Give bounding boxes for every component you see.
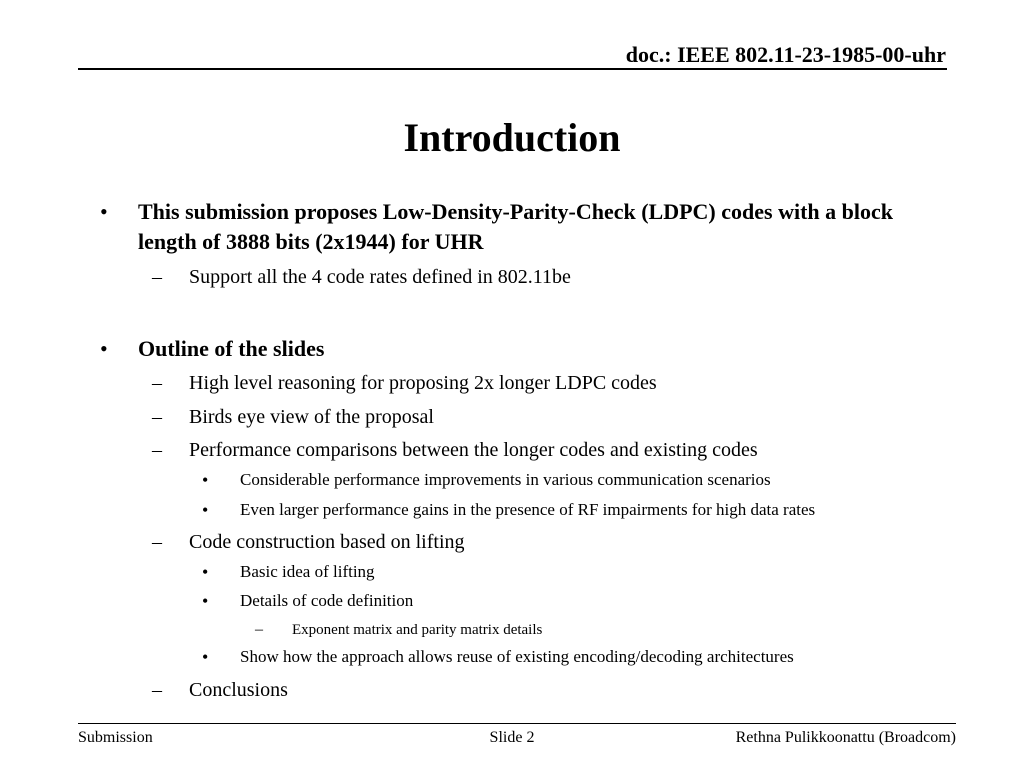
dash-marker: – — [152, 531, 162, 553]
sub-bullet-text: Code construction based on lifting — [189, 531, 465, 553]
bullet-marker: • — [202, 591, 209, 611]
bullet-marker: • — [202, 562, 209, 582]
bullet-text: This submission proposes Low-Density-Parity-Check (LDPC) codes with a block length of 3888 bits (2x1944) for UHR — [138, 199, 893, 254]
dash-marker: – — [152, 372, 162, 394]
bullet-marker: • — [202, 647, 209, 667]
header-divider — [78, 68, 947, 70]
dash-marker: – — [152, 439, 162, 461]
bullet-marker: • — [100, 199, 108, 224]
dash-marker: – — [152, 266, 162, 288]
footer-divider — [78, 723, 956, 724]
slide-title: Introduction — [403, 115, 621, 160]
bullet-marker: • — [202, 470, 209, 490]
footer-submission: Submission — [78, 729, 153, 746]
dash-marker: – — [255, 621, 263, 638]
slide-number: Slide 2 — [489, 729, 535, 746]
sub-bullet-text: Support all the 4 code rates defined in 802.11be — [189, 266, 571, 288]
bullet-item — [0, 197, 1024, 259]
sub-sub-bullet-text: Details of code definition — [240, 591, 414, 610]
sub-bullet-text: Performance comparisons between the longer codes and existing codes — [189, 439, 758, 461]
sub-sub-bullet-text: Even larger performance gains in the presence of RF impairments for high data rates — [240, 500, 816, 519]
sub-bullet-text: High level reasoning for proposing 2x longer LDPC codes — [189, 372, 657, 394]
dash-marker: – — [152, 406, 162, 428]
bullet-marker: • — [100, 336, 108, 361]
level4-bullet-text: Exponent matrix and parity matrix details — [292, 622, 543, 638]
bullet-text: Outline of the slides — [138, 336, 325, 361]
sub-bullet-text: Conclusions — [189, 679, 288, 701]
footer-author: Rethna Pulikkoonattu (Broadcom) — [735, 729, 956, 746]
bullet-marker: • — [202, 500, 209, 520]
bullet-item — [0, 334, 1024, 364]
sub-bullet-text: Birds eye view of the proposal — [189, 406, 434, 428]
sub-sub-bullet-text: Show how the approach allows reuse of existing encoding/decoding architectures — [240, 647, 794, 666]
document-id: doc.: IEEE 802.11-23-1985-00-uhr — [625, 42, 946, 67]
dash-marker: – — [152, 679, 162, 701]
sub-sub-bullet-text: Considerable performance improvements in various communication scenarios — [240, 470, 771, 489]
sub-sub-bullet-text: Basic idea of lifting — [240, 562, 375, 581]
